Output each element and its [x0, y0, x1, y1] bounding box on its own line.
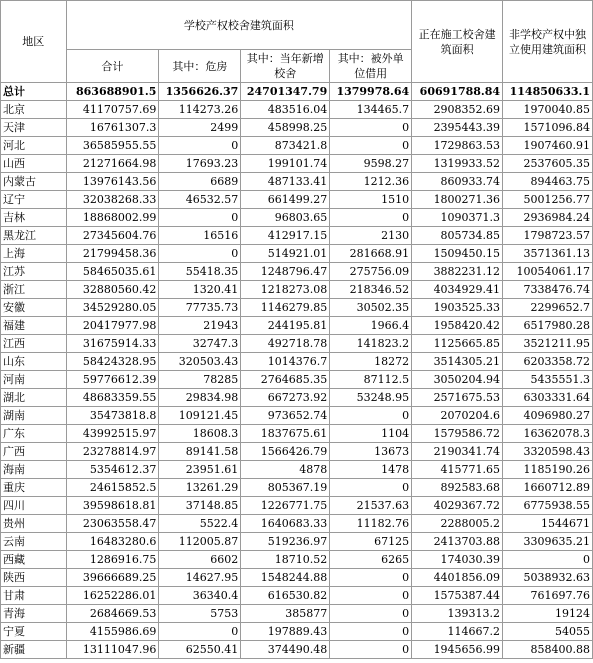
cell-nonown[interactable]: 6517980.28 [503, 317, 593, 335]
cell-danger[interactable]: 0 [159, 245, 241, 263]
cell-danger[interactable]: 23951.61 [159, 461, 241, 479]
cell-nonown[interactable]: 6203358.72 [503, 353, 593, 371]
cell-lent[interactable]: 87112.5 [330, 371, 412, 389]
cell-new[interactable]: 873421.8 [241, 137, 330, 155]
cell-danger[interactable]: 14627.95 [159, 569, 241, 587]
cell-construct[interactable]: 2413703.88 [412, 533, 503, 551]
cell-construct[interactable]: 4034929.41 [412, 281, 503, 299]
cell-region[interactable]: 内蒙古 [1, 173, 67, 191]
cell-lent[interactable]: 0 [330, 407, 412, 425]
cell-region[interactable]: 辽宁 [1, 191, 67, 209]
cell-region[interactable]: 河南 [1, 371, 67, 389]
cell-total[interactable]: 39598618.81 [66, 497, 159, 515]
cell-danger[interactable]: 62550.41 [159, 641, 241, 659]
cell-nonown[interactable]: 3320598.43 [503, 443, 593, 461]
cell-lent[interactable]: 1212.36 [330, 173, 412, 191]
table-row [1, 353, 593, 371]
cell-nonown[interactable]: 858400.88 [503, 641, 593, 659]
cell-total[interactable]: 58424328.95 [66, 353, 159, 371]
cell-new[interactable]: 199101.74 [241, 155, 330, 173]
cell-new[interactable]: 483516.04 [241, 101, 330, 119]
cell-construct[interactable]: 1090371.3 [412, 209, 503, 227]
cell-lent[interactable]: 13673 [330, 443, 412, 461]
cell-construct[interactable]: 1125665.85 [412, 335, 503, 353]
cell-danger[interactable]: 112005.87 [159, 533, 241, 551]
cell-danger[interactable]: 0 [159, 209, 241, 227]
cell-construct[interactable]: 2288005.2 [412, 515, 503, 533]
cell-danger[interactable]: 2499 [159, 119, 241, 137]
cell-construct[interactable]: 139313.2 [412, 605, 503, 623]
cell-nonown[interactable]: 6775938.55 [503, 497, 593, 515]
cell-total[interactable]: 23278814.97 [66, 443, 159, 461]
cell-danger[interactable]: 78285 [159, 371, 241, 389]
cell-construct[interactable]: 1729863.53 [412, 137, 503, 155]
cell-nonown[interactable]: 4096980.27 [503, 407, 593, 425]
cell-new[interactable]: 18710.52 [241, 551, 330, 569]
cell-new[interactable]: 519236.97 [241, 533, 330, 551]
cell-danger[interactable]: 6689 [159, 173, 241, 191]
cell-region[interactable]: 浙江 [1, 281, 67, 299]
cell-danger[interactable]: 29834.98 [159, 389, 241, 407]
cell-lent[interactable]: 0 [330, 641, 412, 659]
cell-nonown[interactable]: 1970040.85 [503, 101, 593, 119]
cell-region[interactable]: 总计 [1, 83, 67, 101]
cell-construct[interactable]: 805734.85 [412, 227, 503, 245]
cell-lent[interactable]: 141823.2 [330, 335, 412, 353]
cell-construct[interactable]: 60691788.84 [412, 83, 503, 101]
cell-lent[interactable]: 67125 [330, 533, 412, 551]
table-row [1, 335, 593, 353]
header-school-owned[interactable]: 学校产权校舍建筑面积 [66, 1, 412, 50]
cell-nonown[interactable]: 1798723.57 [503, 227, 593, 245]
table-row [1, 443, 593, 461]
cell-danger[interactable]: 5522.4 [159, 515, 241, 533]
cell-new[interactable]: 1226771.75 [241, 497, 330, 515]
cell-lent[interactable]: 0 [330, 137, 412, 155]
cell-danger[interactable]: 18608.3 [159, 425, 241, 443]
cell-danger[interactable]: 6602 [159, 551, 241, 569]
cell-total[interactable]: 41170757.69 [66, 101, 159, 119]
header-under-construction[interactable]: 正在施工校舍建筑面积 [412, 1, 503, 83]
cell-total[interactable]: 59776612.39 [66, 371, 159, 389]
cell-lent[interactable]: 0 [330, 479, 412, 497]
cell-new[interactable]: 1837675.61 [241, 425, 330, 443]
cell-danger[interactable]: 89141.58 [159, 443, 241, 461]
cell-lent[interactable]: 6265 [330, 551, 412, 569]
cell-construct[interactable]: 1958420.42 [412, 317, 503, 335]
cell-nonown[interactable]: 1544671 [503, 515, 593, 533]
cell-region[interactable]: 湖北 [1, 389, 67, 407]
cell-new[interactable]: 492718.78 [241, 335, 330, 353]
cell-total[interactable]: 36585955.55 [66, 137, 159, 155]
table-row [1, 263, 593, 281]
cell-nonown[interactable]: 761697.76 [503, 587, 593, 605]
cell-new[interactable]: 1218273.08 [241, 281, 330, 299]
cell-construct[interactable]: 2571675.53 [412, 389, 503, 407]
cell-new[interactable]: 1014376.7 [241, 353, 330, 371]
cell-construct[interactable]: 2908352.69 [412, 101, 503, 119]
cell-danger[interactable]: 1320.41 [159, 281, 241, 299]
cell-construct[interactable]: 4029367.72 [412, 497, 503, 515]
cell-total[interactable]: 27345604.76 [66, 227, 159, 245]
header-non-owned[interactable]: 非学校产权中独立使用建筑面积 [503, 1, 593, 83]
cell-nonown[interactable]: 6303331.64 [503, 389, 593, 407]
cell-new[interactable]: 374490.48 [241, 641, 330, 659]
cell-region[interactable]: 天津 [1, 119, 67, 137]
cell-region[interactable]: 重庆 [1, 479, 67, 497]
cell-lent[interactable]: 281668.91 [330, 245, 412, 263]
cell-lent[interactable]: 53248.95 [330, 389, 412, 407]
cell-total[interactable]: 5354612.37 [66, 461, 159, 479]
cell-total[interactable]: 21799458.36 [66, 245, 159, 263]
table-row [1, 209, 593, 227]
cell-construct[interactable]: 1800271.36 [412, 191, 503, 209]
cell-nonown[interactable]: 7338476.74 [503, 281, 593, 299]
cell-lent[interactable]: 134465.7 [330, 101, 412, 119]
table-row-total [1, 83, 593, 101]
table-row [1, 191, 593, 209]
cell-region[interactable]: 甘肃 [1, 587, 67, 605]
cell-lent[interactable]: 0 [330, 605, 412, 623]
cell-region[interactable]: 黑龙江 [1, 227, 67, 245]
cell-construct[interactable]: 2070204.6 [412, 407, 503, 425]
table-row [1, 497, 593, 515]
cell-new[interactable]: 1566426.79 [241, 443, 330, 461]
cell-nonown[interactable]: 1185190.26 [503, 461, 593, 479]
cell-new[interactable]: 385877 [241, 605, 330, 623]
cell-construct[interactable]: 4401856.09 [412, 569, 503, 587]
cell-lent[interactable]: 2130 [330, 227, 412, 245]
table-row [1, 641, 593, 659]
cell-construct[interactable]: 114667.2 [412, 623, 503, 641]
cell-total[interactable]: 18868002.99 [66, 209, 159, 227]
table-row [1, 605, 593, 623]
header-sub-lent[interactable]: 其中：被外单位借用 [330, 50, 412, 83]
cell-region[interactable]: 山西 [1, 155, 67, 173]
cell-nonown[interactable]: 5435551.3 [503, 371, 593, 389]
cell-construct[interactable]: 1579586.72 [412, 425, 503, 443]
cell-lent[interactable]: 30502.35 [330, 299, 412, 317]
cell-new[interactable]: 1146279.85 [241, 299, 330, 317]
cell-new[interactable]: 805367.19 [241, 479, 330, 497]
cell-danger[interactable]: 36340.4 [159, 587, 241, 605]
cell-new[interactable]: 487133.41 [241, 173, 330, 191]
cell-region[interactable]: 福建 [1, 317, 67, 335]
cell-danger[interactable]: 5753 [159, 605, 241, 623]
cell-construct[interactable]: 1903525.33 [412, 299, 503, 317]
cell-danger[interactable]: 21943 [159, 317, 241, 335]
table-row [1, 119, 593, 137]
cell-danger[interactable]: 1356626.37 [159, 83, 241, 101]
table-row [1, 461, 593, 479]
cell-new[interactable]: 1640683.33 [241, 515, 330, 533]
cell-total[interactable]: 863688901.5 [66, 83, 159, 101]
cell-total[interactable]: 21271664.98 [66, 155, 159, 173]
header-sub-new[interactable]: 其中：当年新增校舍 [241, 50, 330, 83]
cell-lent[interactable]: 218346.52 [330, 281, 412, 299]
cell-nonown[interactable]: 16362078.3 [503, 425, 593, 443]
cell-lent[interactable]: 275756.09 [330, 263, 412, 281]
cell-danger[interactable]: 46532.57 [159, 191, 241, 209]
cell-lent[interactable]: 1104 [330, 425, 412, 443]
cell-nonown[interactable]: 2936984.24 [503, 209, 593, 227]
cell-new[interactable]: 4878 [241, 461, 330, 479]
table-row [1, 227, 593, 245]
table-row [1, 245, 593, 263]
table-row [1, 155, 593, 173]
cell-new[interactable]: 661499.27 [241, 191, 330, 209]
cell-new[interactable]: 616530.82 [241, 587, 330, 605]
cell-construct[interactable]: 174030.39 [412, 551, 503, 569]
cell-danger[interactable]: 17693.23 [159, 155, 241, 173]
table-row [1, 407, 593, 425]
table-row [1, 551, 593, 569]
table-row [1, 299, 593, 317]
cell-region[interactable]: 云南 [1, 533, 67, 551]
cell-new[interactable]: 667273.92 [241, 389, 330, 407]
cell-new[interactable]: 24701347.79 [241, 83, 330, 101]
cell-region[interactable]: 陕西 [1, 569, 67, 587]
cell-region[interactable]: 四川 [1, 497, 67, 515]
cell-new[interactable]: 412917.15 [241, 227, 330, 245]
cell-total[interactable]: 23063558.47 [66, 515, 159, 533]
cell-nonown[interactable]: 10054061.17 [503, 263, 593, 281]
cell-danger[interactable]: 320503.43 [159, 353, 241, 371]
cell-lent[interactable]: 1966.4 [330, 317, 412, 335]
cell-lent[interactable]: 0 [330, 623, 412, 641]
cell-total[interactable]: 43992515.97 [66, 425, 159, 443]
cell-new[interactable]: 514921.01 [241, 245, 330, 263]
cell-total[interactable]: 58465035.61 [66, 263, 159, 281]
cell-danger[interactable]: 77735.73 [159, 299, 241, 317]
cell-nonown[interactable]: 54055 [503, 623, 593, 641]
cell-construct[interactable]: 3514305.21 [412, 353, 503, 371]
cell-danger[interactable]: 0 [159, 623, 241, 641]
cell-construct[interactable]: 892583.68 [412, 479, 503, 497]
header-sub-total[interactable]: 合计 [66, 50, 159, 83]
table-row [1, 101, 593, 119]
header-region[interactable]: 地区 [1, 1, 67, 83]
cell-region[interactable]: 安徽 [1, 299, 67, 317]
cell-danger[interactable]: 16516 [159, 227, 241, 245]
cell-lent[interactable]: 11182.76 [330, 515, 412, 533]
cell-nonown[interactable]: 2299652.7 [503, 299, 593, 317]
cell-nonown[interactable]: 894463.75 [503, 173, 593, 191]
cell-danger[interactable]: 114273.26 [159, 101, 241, 119]
cell-nonown[interactable]: 3521211.95 [503, 335, 593, 353]
cell-region[interactable]: 青海 [1, 605, 67, 623]
cell-danger[interactable]: 55418.35 [159, 263, 241, 281]
cell-lent[interactable]: 0 [330, 587, 412, 605]
cell-total[interactable]: 48683359.55 [66, 389, 159, 407]
cell-region[interactable]: 吉林 [1, 209, 67, 227]
cell-region[interactable]: 上海 [1, 245, 67, 263]
cell-lent[interactable]: 1379978.64 [330, 83, 412, 101]
cell-total[interactable]: 1286916.75 [66, 551, 159, 569]
cell-total[interactable]: 35473818.8 [66, 407, 159, 425]
table-row [1, 173, 593, 191]
cell-region[interactable]: 河北 [1, 137, 67, 155]
cell-total[interactable]: 13976143.56 [66, 173, 159, 191]
table-row [1, 533, 593, 551]
cell-region[interactable]: 北京 [1, 101, 67, 119]
cell-total[interactable]: 20417977.98 [66, 317, 159, 335]
cell-region[interactable]: 广西 [1, 443, 67, 461]
cell-region[interactable]: 新疆 [1, 641, 67, 659]
cell-lent[interactable]: 0 [330, 119, 412, 137]
cell-total[interactable]: 32038268.33 [66, 191, 159, 209]
cell-new[interactable]: 96803.65 [241, 209, 330, 227]
cell-nonown[interactable]: 1571096.84 [503, 119, 593, 137]
cell-region[interactable]: 贵州 [1, 515, 67, 533]
cell-total[interactable]: 39666689.25 [66, 569, 159, 587]
cell-region[interactable]: 江苏 [1, 263, 67, 281]
cell-new[interactable]: 2764685.35 [241, 371, 330, 389]
cell-danger[interactable]: 37148.85 [159, 497, 241, 515]
cell-new[interactable]: 197889.43 [241, 623, 330, 641]
cell-lent[interactable]: 0 [330, 569, 412, 587]
header-sub-danger[interactable]: 其中：危房 [159, 50, 241, 83]
cell-construct[interactable]: 860933.74 [412, 173, 503, 191]
cell-lent[interactable]: 9598.27 [330, 155, 412, 173]
cell-nonown[interactable]: 3309635.21 [503, 533, 593, 551]
cell-region[interactable]: 江西 [1, 335, 67, 353]
cell-region[interactable]: 广东 [1, 425, 67, 443]
cell-nonown[interactable]: 2537605.35 [503, 155, 593, 173]
cell-region[interactable]: 湖南 [1, 407, 67, 425]
cell-construct[interactable]: 3050204.94 [412, 371, 503, 389]
cell-lent[interactable]: 1478 [330, 461, 412, 479]
cell-construct[interactable]: 1319933.52 [412, 155, 503, 173]
header-row-1 [1, 1, 593, 50]
cell-new[interactable]: 1548244.88 [241, 569, 330, 587]
cell-new[interactable]: 244195.81 [241, 317, 330, 335]
cell-total[interactable]: 16483280.6 [66, 533, 159, 551]
cell-nonown[interactable]: 19124 [503, 605, 593, 623]
cell-region[interactable]: 西藏 [1, 551, 67, 569]
cell-total[interactable]: 34529280.05 [66, 299, 159, 317]
cell-nonown[interactable]: 1907460.91 [503, 137, 593, 155]
table-row [1, 371, 593, 389]
cell-danger[interactable]: 13261.29 [159, 479, 241, 497]
cell-construct[interactable]: 3882231.12 [412, 263, 503, 281]
cell-total[interactable]: 16252286.01 [66, 587, 159, 605]
cell-construct[interactable]: 415771.65 [412, 461, 503, 479]
cell-construct[interactable]: 1575387.44 [412, 587, 503, 605]
cell-total[interactable]: 2684669.53 [66, 605, 159, 623]
cell-nonown[interactable]: 114850633.1 [503, 83, 593, 101]
cell-total[interactable]: 24615852.5 [66, 479, 159, 497]
cell-total[interactable]: 13111047.96 [66, 641, 159, 659]
table-row [1, 515, 593, 533]
cell-nonown[interactable]: 5038932.63 [503, 569, 593, 587]
cell-danger[interactable]: 32747.3 [159, 335, 241, 353]
table-row [1, 317, 593, 335]
cell-new[interactable]: 458998.25 [241, 119, 330, 137]
cell-nonown[interactable]: 5001256.77 [503, 191, 593, 209]
cell-total[interactable]: 4155986.69 [66, 623, 159, 641]
cell-nonown[interactable]: 3571361.13 [503, 245, 593, 263]
table-row [1, 479, 593, 497]
cell-construct[interactable]: 2190341.74 [412, 443, 503, 461]
cell-danger[interactable]: 0 [159, 137, 241, 155]
cell-lent[interactable]: 21537.63 [330, 497, 412, 515]
cell-lent[interactable]: 18272 [330, 353, 412, 371]
cell-construct[interactable]: 1509450.15 [412, 245, 503, 263]
cell-total[interactable]: 16761307.3 [66, 119, 159, 137]
table-row [1, 425, 593, 443]
table-row [1, 623, 593, 641]
cell-region[interactable]: 宁夏 [1, 623, 67, 641]
cell-total[interactable]: 31675914.33 [66, 335, 159, 353]
table-row [1, 281, 593, 299]
cell-nonown[interactable]: 1660712.89 [503, 479, 593, 497]
cell-nonown[interactable]: 0 [503, 551, 593, 569]
table-row [1, 569, 593, 587]
cell-region[interactable]: 海南 [1, 461, 67, 479]
cell-lent[interactable]: 1510 [330, 191, 412, 209]
cell-construct[interactable]: 2395443.39 [412, 119, 503, 137]
table-row [1, 389, 593, 407]
cell-new[interactable]: 1248796.47 [241, 263, 330, 281]
cell-new[interactable]: 973652.74 [241, 407, 330, 425]
table-row [1, 587, 593, 605]
cell-danger[interactable]: 109121.45 [159, 407, 241, 425]
cell-total[interactable]: 32880560.42 [66, 281, 159, 299]
cell-lent[interactable]: 0 [330, 209, 412, 227]
cell-region[interactable]: 山东 [1, 353, 67, 371]
cell-construct[interactable]: 1945656.99 [412, 641, 503, 659]
table-row [1, 137, 593, 155]
